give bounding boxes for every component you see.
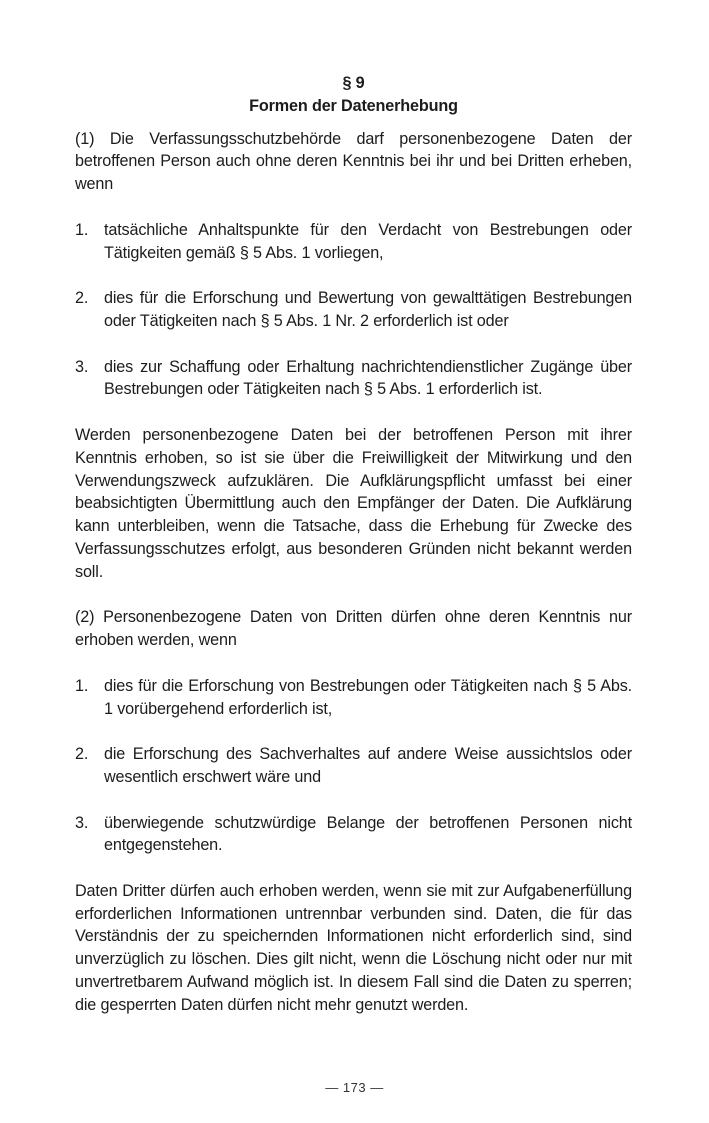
section-title: Formen der Datenerhebung [249,96,458,115]
list-item [75,219,632,265]
list-item [75,812,632,858]
document-page [75,72,632,1039]
paragraph-1-closing: Werden personenbezogene Daten bei der betroffenen Person mit ihrer Kenntnis erhoben, so ist sie über die Freiwilligkeit der Mitwirkung und den Verwendungszweck aufzuklären. Die Aufklärungspflicht umfasst bei einer beabsichtigten Übermittlung auch den Empfänger der Daten. Die Aufklärung kann unterbleiben, wenn die Tatsache, dass die Erhebung für Zwecke des Verfassungsschutzes erfolgt, aus besonderen Gründen nicht bekannt werden soll. [75,425,632,581]
page-number: — 173 — [325,1080,384,1095]
list-item [75,675,632,721]
list-item-text: dies für die Erforschung von Bestrebungen oder Tätigkeiten nach § 5 Abs. 1 vorübergehend erforderlich ist, [104,676,632,718]
list-item-number: 3. [75,813,89,832]
list-item [75,743,632,789]
list-item-text: dies zur Schaffung oder Erhaltung nachrichtendienstlicher Zugänge über Bestrebungen oder Tätigkeiten nach § 5 Abs. 1 erforderlich ist. [104,357,632,399]
paragraph-1-list [75,219,632,401]
list-item-text: dies für die Erforschung und Bewertung von gewalttätigen Bestrebungen oder Tätigkeiten nach § 5 Abs. 1 Nr. 2 erforderlich ist oder [104,289,632,330]
paragraph-2-list [75,675,632,857]
list-item-text: die Erforschung des Sachverhaltes auf andere Weise aussichtslos oder wesentlich erschwert wäre und [104,745,632,786]
list-item [75,287,632,333]
list-item-number: 1. [75,676,89,695]
list-item-number: 3. [75,357,89,376]
list-item-number: 1. [75,220,89,239]
list-item-number: 2. [75,745,89,764]
list-item [75,356,632,402]
paragraph-2-intro: (2) Personenbezogene Daten von Dritten dürfen ohne deren Kenntnis nur erhoben werden, wenn [75,608,632,650]
paragraph-2-closing: Daten Dritter dürfen auch erhoben werden, wenn sie mit zur Aufgabenerfüllung erforderlichen Informationen untrennbar verbunden sind. Daten, die für das Verständnis der zu speichernden Informationen nicht erforderlich sind, sind unverzüglich zu löschen. Dies gilt nicht, wenn die Löschung nicht oder nur mit unvertretbarem Aufwand möglich ist. In diesem Fall sind die Daten zu sperren; die gesperrten Daten dürfen nicht mehr genutzt werden. [75,881,632,1014]
paragraph-1-intro: (1) Die Verfassungsschutzbehörde darf personenbezogene Daten der betroffenen Person auch ohne deren Kenntnis bei ihr und bei Dritten erheben, wenn [75,129,632,194]
list-item-text: überwiegende schutzwürdige Belange der betroffenen Personen nicht entgegenstehen. [104,813,632,855]
section-number: § 9 [342,74,365,92]
list-item-number: 2. [75,289,89,308]
list-item-text: tatsächliche Anhaltspunkte für den Verdacht von Bestrebungen oder Tätigkeiten gemäß § 5 Abs. 1 vorliegen, [104,220,632,262]
